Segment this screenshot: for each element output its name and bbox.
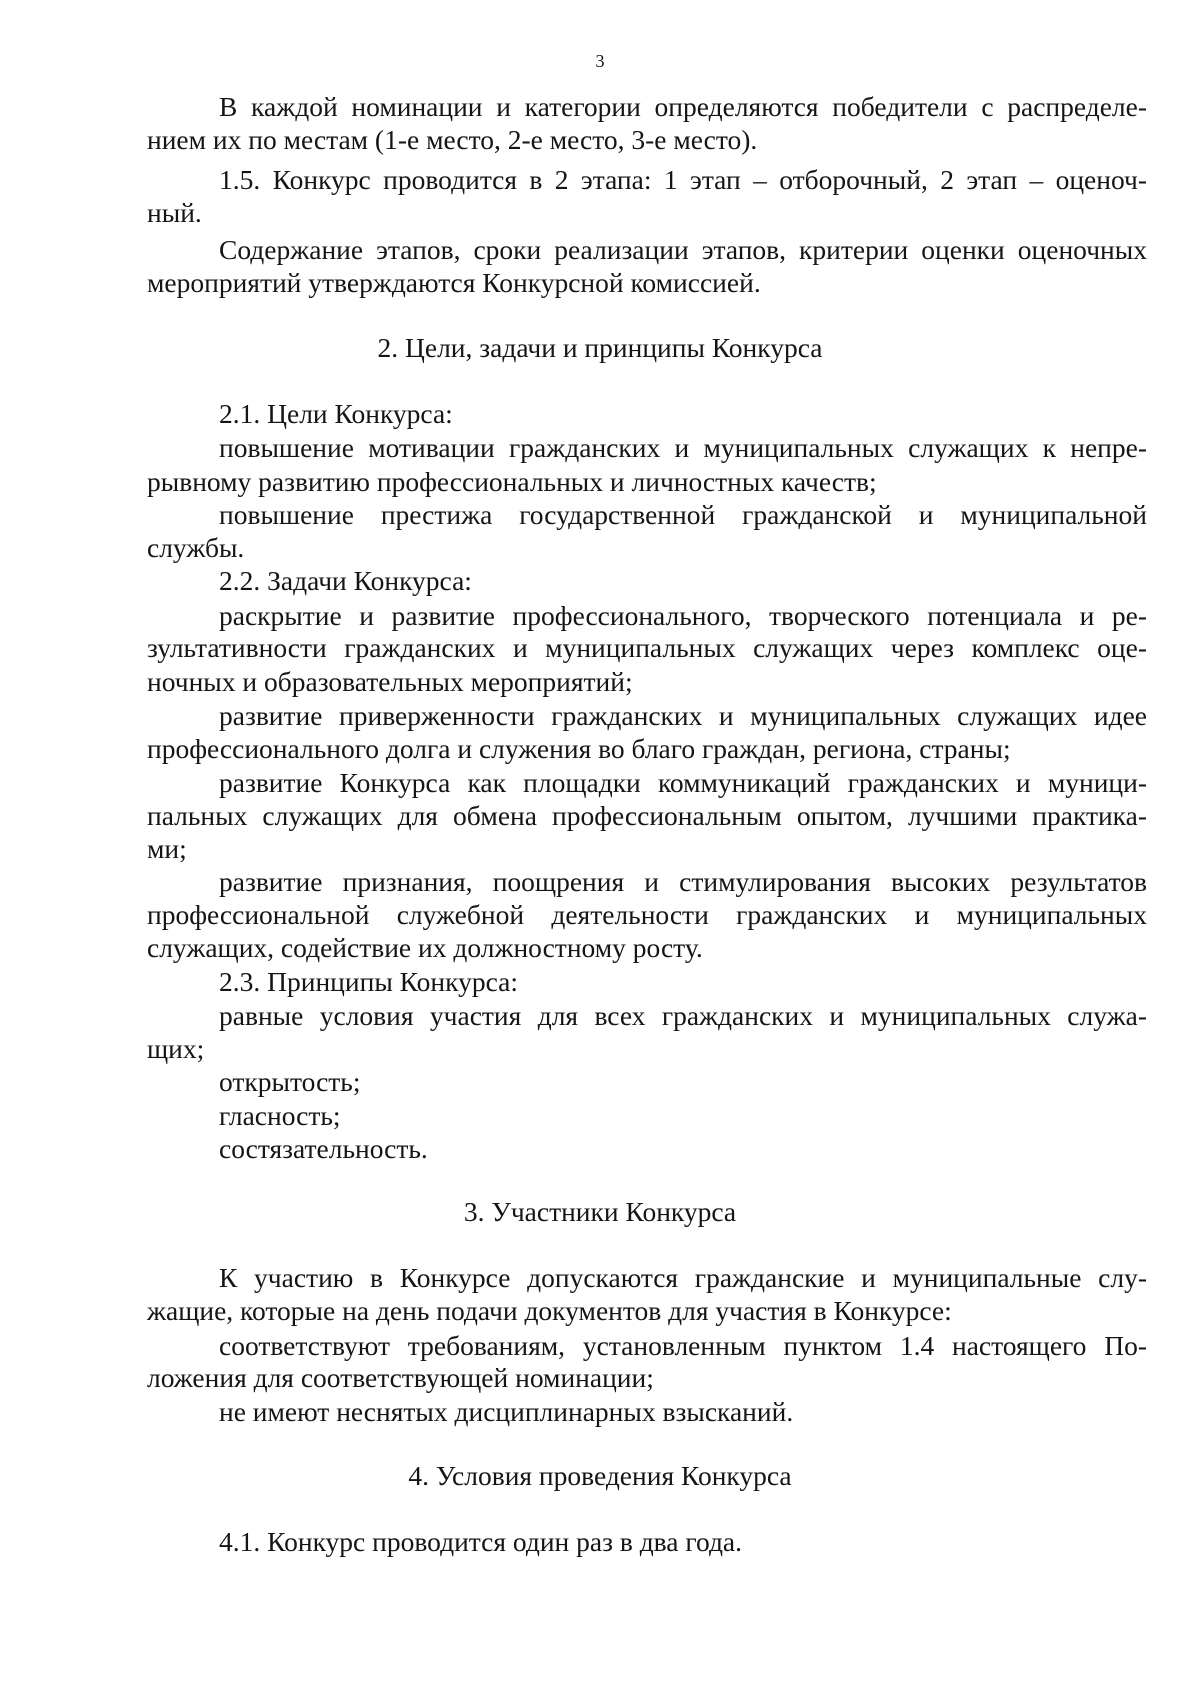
page-number: 3 bbox=[595, 51, 605, 71]
text-line: 2.2. Задачи Конкурса: bbox=[219, 565, 472, 596]
text-line: 2.1. Цели Конкурса: bbox=[219, 398, 453, 429]
text-line: развитие приверженности гражданских и муниципальных служащих идее bbox=[219, 700, 1147, 731]
text-line: 2.3. Принципы Конкурса: bbox=[219, 966, 518, 997]
text-line: ложения для соответствующей номинации; bbox=[147, 1362, 654, 1393]
text-line: Содержание этапов, сроки реализации этапов, критерии оценки оценочных bbox=[219, 234, 1147, 265]
text-line: ми; bbox=[147, 833, 187, 864]
text-line: мероприятий утверждаются Конкурсной комиссией. bbox=[147, 267, 761, 298]
text-line: профессиональной служебной деятельности гражданских и муниципальных bbox=[147, 899, 1147, 930]
text-line: развитие Конкурса как площадки коммуникаций гражданских и муници- bbox=[219, 767, 1147, 798]
text-line: гласность; bbox=[219, 1100, 341, 1131]
text-line: ный. bbox=[147, 197, 202, 228]
text-line: К участию в Конкурсе допускаются гражданские и муниципальные слу- bbox=[219, 1262, 1147, 1293]
text-line: состязательность. bbox=[219, 1133, 428, 1164]
text-line: ночных и образовательных мероприятий; bbox=[147, 666, 633, 697]
text-line: 1.5. Конкурс проводится в 2 этапа: 1 этап – отборочный, 2 этап – оценоч- bbox=[219, 164, 1147, 195]
section-heading: 2. Цели, задачи и принципы Конкурса bbox=[377, 332, 823, 363]
text-line: служащих, содействие их должностному росту. bbox=[147, 932, 703, 963]
text-line: развитие признания, поощрения и стимулирования высоких результатов bbox=[219, 866, 1147, 897]
text-line: пальных служащих для обмена профессиональным опытом, лучшими практика- bbox=[147, 800, 1147, 831]
text-line: 4.1. Конкурс проводится один раз в два года. bbox=[219, 1526, 743, 1557]
text-line: раскрытие и развитие профессионального, творческого потенциала и ре- bbox=[219, 600, 1147, 631]
text-line: жащие, которые на день подачи документов для участия в Конкурсе: bbox=[147, 1295, 952, 1326]
text-line: повышение престижа государственной гражданской и муниципальной bbox=[219, 499, 1147, 530]
text-line: рывному развитию профессиональных и личностных качеств; bbox=[147, 466, 877, 497]
section-heading: 3. Участники Конкурса bbox=[463, 1196, 737, 1227]
section-heading: 4. Условия проведения Конкурса bbox=[408, 1460, 792, 1491]
text-line: зультативности гражданских и муниципальных служащих через комплекс оце- bbox=[147, 632, 1147, 663]
text-line: равные условия участия для всех гражданских и муниципальных служа- bbox=[219, 1000, 1147, 1031]
text-line: не имеют неснятых дисциплинарных взысканий. bbox=[219, 1396, 794, 1427]
text-line: нием их по местам (1-е место, 2-е место, 3-е место). bbox=[147, 124, 758, 155]
text-line: профессионального долга и служения во благо граждан, региона, страны; bbox=[147, 733, 1011, 764]
text-line: службы. bbox=[147, 532, 245, 563]
text-line: В каждой номинации и категории определяются победители с распределе- bbox=[219, 91, 1147, 122]
text-line: щих; bbox=[147, 1033, 205, 1064]
text-line: повышение мотивации гражданских и муниципальных служащих к непре- bbox=[219, 432, 1147, 463]
text-line: соответствуют требованиям, установленным пунктом 1.4 настоящего По- bbox=[219, 1330, 1147, 1361]
text-line: открытость; bbox=[219, 1066, 361, 1097]
